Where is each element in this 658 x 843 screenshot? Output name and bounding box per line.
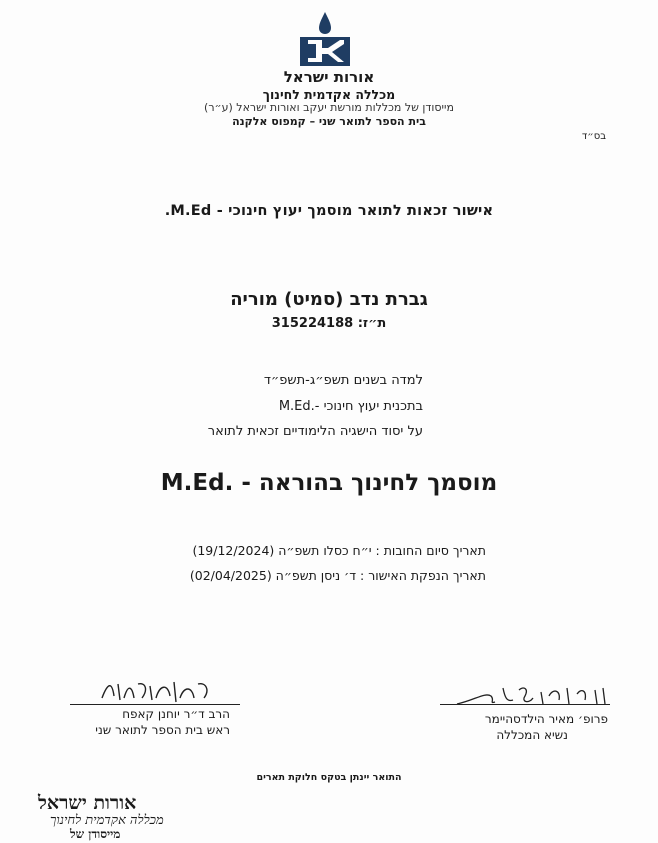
right-signatory-role: נשיא המכללה: [496, 728, 568, 742]
left-signature-icon: [98, 676, 218, 706]
college-logo-icon: [300, 12, 350, 66]
left-signatory-name: הרב ד״ר יוחנן קאפח: [122, 707, 230, 721]
issue-date: תאריך הנפקת האישור : ד׳ ניסן תשפ״ה (02/04/2025): [189, 568, 486, 583]
recipient-name: גברת נדב (סמיט) מוריה: [230, 289, 428, 310]
ceremony-note: התואר יינתן בטקס חלוקת תארים: [256, 772, 402, 783]
left-signature-line: [70, 704, 240, 705]
eligibility-line: על יסוד הישגיה הלימודיים זכאית לתואר: [207, 424, 423, 439]
program-line: בתכנית יעוץ חינוכי -.M.Ed: [278, 399, 423, 414]
document-title: אישור זכאות לתואר מוסמך יעוץ חינוכי - M.Ed.: [164, 203, 494, 219]
school-campus-line: בית הספר לתואר שני – קמפוס אלקנה: [232, 115, 426, 128]
recipient-id: ת״ז: 315224188: [271, 316, 387, 331]
stamp-college: מכללה אקדמית לחינוך: [50, 813, 164, 828]
bsd-mark: בס״ד: [581, 131, 606, 142]
stamp-institution: אורות ישראל: [38, 792, 137, 814]
left-signatory-role: ראש בית הספר לתואר שני: [95, 723, 230, 737]
study-years-line: למדה בשנים תשפ״ג-תשפ״ד: [263, 373, 423, 388]
institution-name: אורות ישראל: [283, 68, 375, 86]
college-name: מכללה אקדמית לחינוך: [262, 87, 396, 102]
completion-date: תאריך סיום החובות : י״ח כסלו תשפ״ה (19/12/2024): [192, 543, 486, 558]
degree-title: מוסמך לחינוך בהוראה - .M.Ed: [160, 470, 498, 496]
stamp-founded: מייסודן של: [70, 827, 121, 841]
founded-by-line: מייסודן של מכללות מורשת יעקב ואורות ישראל (ע״ר): [204, 101, 454, 114]
right-signature-line: [440, 704, 610, 705]
right-signatory-name: פרופ׳ מאיר הילדסהיימר: [484, 712, 608, 726]
